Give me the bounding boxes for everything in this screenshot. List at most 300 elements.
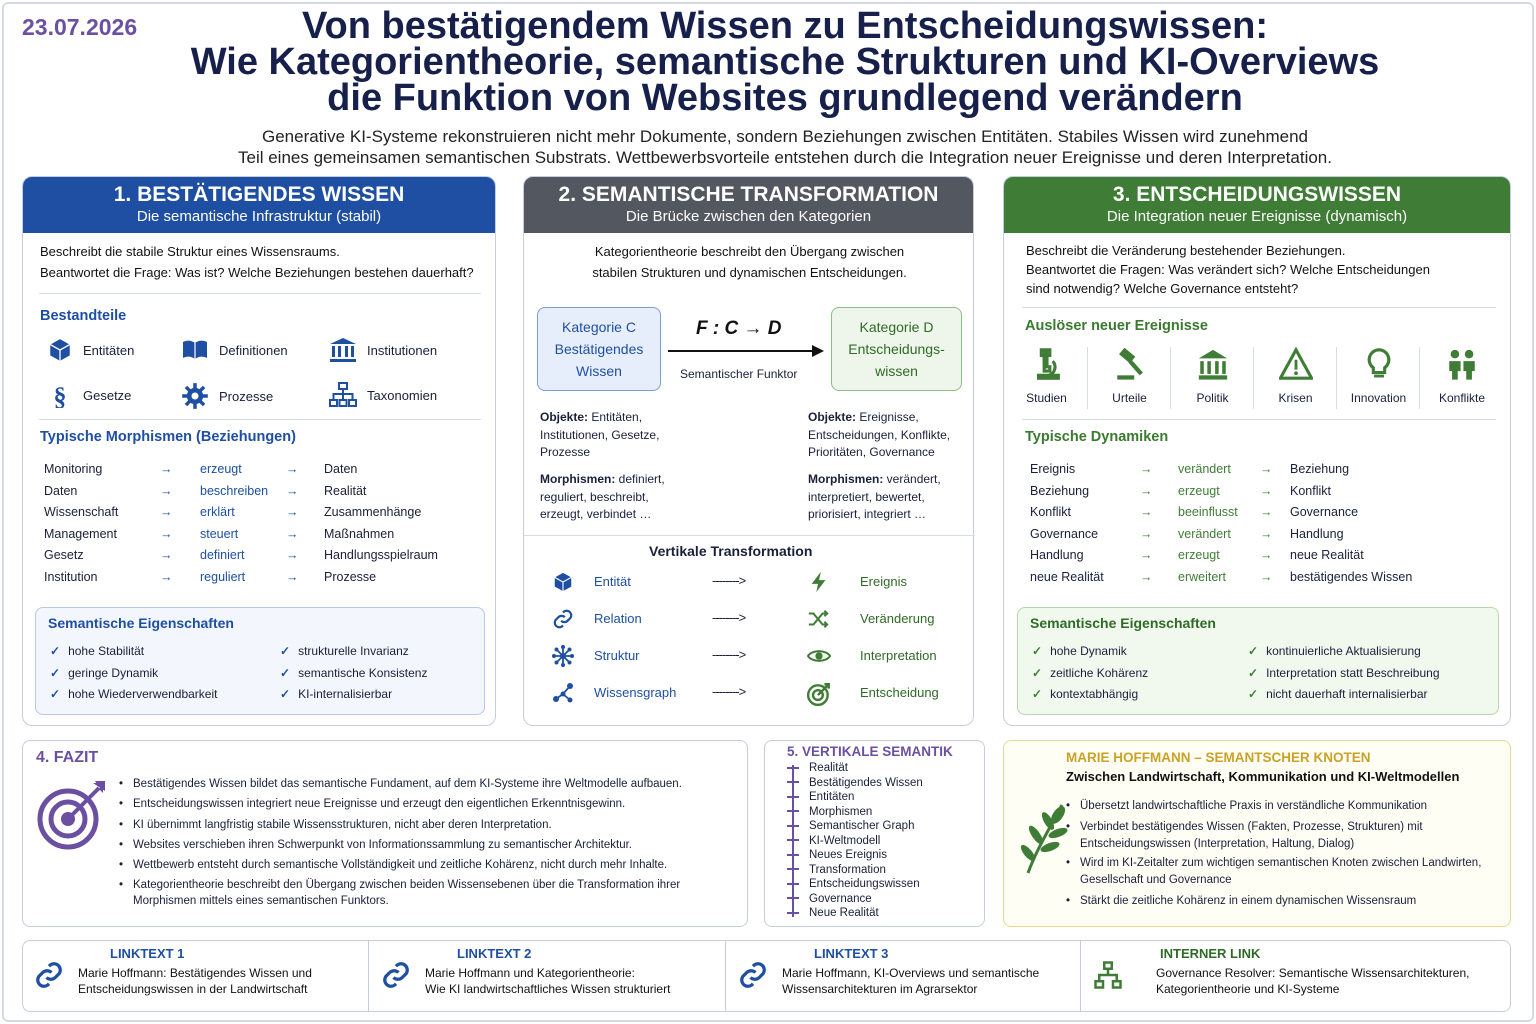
check-icon: ✓ — [50, 665, 61, 680]
marie-hoffmann-box — [1003, 740, 1511, 927]
relation-subject: Daten — [44, 483, 78, 498]
conclusion-heading: 4. FAZIT — [36, 749, 99, 766]
link-item[interactable] — [22, 940, 368, 1012]
check-icon: ✓ — [50, 644, 61, 658]
transformation-arrow: --------> — [712, 684, 746, 699]
morphisms-label: Morphismen: — [808, 472, 884, 486]
vertical-step — [787, 848, 887, 862]
panel-1-subtitle: Die semantische Infrastruktur (stabil) — [136, 208, 382, 225]
part-item — [47, 337, 134, 363]
link-text-line: Kategorientheorie und KI-Systeme — [1156, 982, 1340, 996]
relation-verb: beeinflusst — [1178, 505, 1238, 519]
panel-3-title: 3. ENTSCHEIDUNGSWISSEN — [1112, 183, 1402, 206]
panel-decision-knowledge — [1003, 176, 1511, 726]
cube-icon — [47, 337, 73, 363]
part-label: Gesetze — [83, 387, 132, 403]
panel-confirming-knowledge — [22, 176, 496, 726]
link-item[interactable] — [368, 940, 725, 1012]
relation-verb: steuert — [200, 526, 239, 541]
step-label: Entscheidungswissen — [809, 878, 920, 890]
property-item — [280, 644, 409, 658]
relation-row — [44, 524, 484, 546]
gear-icon — [181, 382, 209, 410]
arrow-icon: → — [1140, 483, 1153, 498]
desc-line: Kategorientheorie beschreibt den Übergang zwischen — [594, 244, 905, 259]
relation-object: Daten — [324, 462, 358, 476]
relation-verb: verändert — [1178, 526, 1231, 541]
functor-label: Semantischer Funktor — [680, 367, 798, 381]
morphisms-label: Morphismen: — [540, 472, 616, 486]
dynamics-table — [1030, 459, 1490, 588]
relation-row — [44, 567, 484, 589]
property-label: semantische Konsistenz — [298, 665, 428, 680]
link-text[interactable] — [78, 965, 312, 997]
conclusion-item: • KI übernimmt langfristig stabile Wissensstrukturen, nicht aber deren Interpretation. — [119, 818, 729, 834]
part-label: Definitionen — [219, 342, 288, 358]
relation-row — [1030, 524, 1490, 546]
page-subtitle — [120, 126, 1450, 168]
objects-text: Entitäten, Institutionen, Gesetze, Prozesse — [540, 410, 660, 459]
svg-text:§: § — [53, 382, 67, 408]
relation-row — [44, 545, 484, 567]
link-text-line: Governance Resolver: Semantische Wissensarchitekturen, — [1156, 966, 1470, 980]
triggers-row — [1004, 347, 1512, 409]
property-label: nicht dauerhaft internalisierbar — [1266, 687, 1428, 701]
arrow-icon: → — [1140, 548, 1153, 562]
relation-verb: erzeugt — [200, 462, 242, 476]
cat-line: Kategorie D — [859, 319, 934, 335]
property-item — [1032, 644, 1127, 658]
vertical-step — [787, 761, 848, 775]
functor-arrow — [666, 343, 826, 359]
parts-heading: Bestandteile — [40, 308, 127, 324]
panel-3-header — [1004, 177, 1510, 233]
arrow-icon: → — [1140, 526, 1153, 541]
arrow-icon: → — [1140, 505, 1153, 519]
paragraph-icon — [47, 382, 73, 408]
step-label: Neue Realität — [809, 907, 879, 919]
vertical-step — [787, 863, 886, 877]
link-text-line: Entscheidungswissen in der Landwirtschaft — [78, 982, 308, 996]
step-tick — [787, 839, 799, 841]
relation-verb: verändert — [1178, 462, 1231, 476]
step-label: Entitäten — [809, 791, 855, 803]
transformation-arrow: --------> — [712, 610, 746, 625]
part-item — [329, 337, 437, 363]
property-item — [1032, 666, 1148, 680]
transformation-target: Veränderung — [860, 611, 935, 626]
transformation-row — [524, 641, 974, 671]
conclusion-item: • Entscheidungswissen integriert neue Ereignisse und erzeugt den eigentlichen Erkenntnisgewinn. — [119, 797, 729, 813]
vertical-step — [787, 834, 880, 848]
category-c-objects — [540, 409, 690, 462]
marie-item: • Stärkt die zeitliche Kohärenz in einem dynamischen Wissensraum — [1066, 893, 1496, 910]
network-hierarchy-icon — [1093, 960, 1123, 990]
link-text-line: Marie Hoffmann: Bestätigendes Wissen und — [78, 966, 312, 980]
title-line-3: die Funktion von Websites grundlegend verändern — [327, 77, 1243, 119]
semantic-properties-box — [1017, 607, 1499, 715]
relation-row — [44, 459, 484, 481]
properties-heading: Semantische Eigenschaften — [48, 615, 234, 631]
date: 23.07.2026 — [22, 14, 138, 40]
panel-1-title: 1. BESTÄTIGENDES WISSEN — [113, 183, 405, 206]
transformation-source: Wissensgraph — [594, 685, 677, 700]
relation-object: Konflikt — [1290, 483, 1331, 498]
functor-formula: F : C → D — [696, 318, 782, 339]
check-icon: ✓ — [50, 687, 61, 701]
property-label: kontinuierliche Aktualisierung — [1266, 644, 1421, 658]
step-label: KI-Weltmodell — [809, 834, 881, 847]
title-line-1: Von bestätigendem Wissen zu Entscheidungswissen: — [301, 5, 1268, 47]
property-item — [1248, 666, 1440, 680]
cat-line: Entscheidungs- — [848, 341, 945, 357]
marie-heading: MARIE HOFFMANN – SEMANTSCHER KNOTEN — [1066, 750, 1371, 765]
relation-subject: Konflikt — [1030, 505, 1071, 519]
link-icon — [381, 960, 411, 990]
relation-object: Maßnahmen — [324, 526, 395, 541]
vertical-semantics-box — [764, 740, 985, 927]
conclusion-item: • Bestätigendes Wissen bildet das semantische Fundament, auf dem KI-Systeme ihre Weltmodelle aufbauen. — [119, 777, 729, 793]
relation-object: Beziehung — [1290, 462, 1350, 476]
trigger-item — [1089, 347, 1171, 409]
step-label: Neues Ereignis — [809, 849, 887, 861]
check-icon: ✓ — [280, 687, 291, 701]
panel-semantic-transformation — [523, 176, 974, 726]
subtitle-line-1: Generative KI-Systeme rekonstruieren nicht mehr Dokumente, sondern Beziehungen zwischen Entitäten. Stabiles Wissen wird zunehmend — [261, 127, 1309, 146]
cat-line: wissen — [875, 363, 918, 379]
link-text[interactable] — [782, 965, 1039, 997]
arrow-icon: → — [160, 526, 173, 541]
plant-icon — [1018, 801, 1070, 875]
relation-verb: beschreiben — [200, 483, 269, 498]
step-tick — [787, 796, 799, 798]
part-item — [181, 382, 273, 410]
transformation-row — [524, 604, 974, 634]
part-item — [181, 337, 288, 363]
panel-3-description — [1026, 241, 1430, 298]
transformation-row — [524, 567, 974, 597]
vertical-step — [787, 776, 923, 790]
transformation-target: Interpretation — [860, 648, 937, 663]
desc-line: Beantwortet die Frage: Was ist? Welche Beziehungen bestehen dauerhaft? — [40, 265, 474, 280]
conclusion-item: • Websites verschieben ihren Schwerpunkt von Informationssammlung zu semantischer Architektur. — [119, 838, 729, 854]
arrow-icon: → — [1140, 462, 1153, 476]
arrow-icon: → — [1260, 483, 1273, 498]
dynamics-heading: Typische Dynamiken — [1025, 429, 1169, 445]
arrow-icon: → — [1260, 548, 1273, 562]
arrow-icon: → — [286, 462, 299, 476]
step-tick — [787, 912, 799, 914]
link-title[interactable]: INTERNER LINK — [1160, 946, 1261, 961]
relation-row — [1030, 502, 1490, 524]
book-icon — [181, 337, 209, 363]
internal-link-item[interactable] — [1080, 940, 1511, 1012]
marie-subtitle: Zwischen Landwirtschaft, Kommunikation und KI-Weltmodellen — [1066, 769, 1460, 784]
semantic-properties-box — [35, 607, 485, 715]
step-label: Semantischer Graph — [809, 820, 915, 832]
link-text[interactable] — [1156, 965, 1469, 997]
target-arrow-icon — [35, 779, 107, 851]
relation-subject: Handlung — [1030, 548, 1084, 562]
arrow-icon: → — [160, 462, 173, 476]
objects-label: Objekte: — [808, 410, 857, 424]
title-line-2: Wie Kategorientheorie, semantische Strukturen und KI-Overviews — [190, 41, 1380, 83]
relation-subject: Ereignis — [1030, 462, 1076, 476]
relation-verb: erzeugt — [1178, 548, 1220, 562]
trigger-item — [1255, 347, 1337, 409]
arrow-icon: → — [1260, 462, 1273, 476]
property-label: geringe Dynamik — [68, 665, 159, 680]
desc-line: Beschreibt die Veränderung bestehender Beziehungen. — [1026, 243, 1346, 258]
relation-verb: definiert — [200, 548, 245, 562]
eye-icon — [806, 645, 832, 667]
relation-object: neue Realität — [1290, 548, 1364, 562]
relation-row — [1030, 459, 1490, 481]
arrow-icon: → — [160, 505, 173, 519]
step-tick — [787, 825, 799, 827]
relation-subject: Wissenschaft — [44, 505, 119, 519]
properties-heading: Semantische Eigenschaften — [1030, 615, 1216, 631]
relation-subject: neue Realität — [1030, 569, 1104, 584]
part-label: Institutionen — [367, 342, 438, 358]
link-text-line: Wissensarchitekturen im Agrarsektor — [782, 982, 978, 996]
step-tick — [787, 767, 799, 769]
panel-3-subtitle: Die Integration neuer Ereignisse (dynamisch) — [1106, 208, 1408, 225]
link-text-line: Marie Hoffmann und Kategorientheorie: — [425, 966, 635, 980]
trigger-label: Konflikte — [1438, 391, 1486, 405]
transformation-target: Ereignis — [860, 574, 907, 589]
conclusion-box — [22, 740, 748, 927]
relation-object: Realität — [324, 483, 367, 498]
property-item — [50, 687, 217, 701]
link-title[interactable]: LINKTEXT 3 — [814, 946, 889, 961]
arrow-icon: → — [286, 505, 299, 519]
morphisms-table — [44, 459, 484, 588]
category-d-objects — [808, 409, 966, 462]
check-icon: ✓ — [280, 644, 291, 658]
step-label: Bestätigendes Wissen — [809, 776, 923, 789]
check-icon: ✓ — [1248, 687, 1259, 701]
objects-label: Objekte: — [540, 410, 589, 424]
relation-subject: Governance — [1030, 526, 1099, 541]
vertical-step — [787, 790, 854, 804]
morphisms-text: verändert, interpretiert, bewertet, priorisiert, integriert … — [808, 472, 941, 521]
relation-row — [1030, 481, 1490, 503]
link-item[interactable] — [725, 940, 1080, 1012]
relation-row — [1030, 545, 1490, 567]
arrow-icon: → — [286, 526, 299, 541]
transformation-source: Relation — [594, 611, 642, 626]
relation-verb: reguliert — [200, 569, 246, 584]
panel-2-title: 2. SEMANTISCHE TRANSFORMATION — [558, 183, 939, 206]
arrow-icon: → — [1260, 569, 1273, 584]
trigger-label: Urteile — [1112, 391, 1147, 405]
desc-line: Beschreibt die stabile Struktur eines Wissensraums. — [40, 244, 340, 259]
vertical-step — [787, 819, 914, 833]
panel-2-header — [524, 177, 973, 233]
property-item — [50, 644, 144, 658]
trigger-label: Politik — [1196, 391, 1229, 405]
vertical-step — [787, 877, 920, 891]
relation-row — [44, 481, 484, 503]
microscope-icon — [1030, 347, 1064, 381]
part-label: Taxonomien — [367, 387, 438, 403]
trigger-item — [1172, 347, 1254, 409]
step-label: Transformation — [809, 863, 886, 876]
trigger-label: Studien — [1026, 391, 1067, 405]
relation-subject: Institution — [44, 569, 98, 584]
cat-line: Bestätigendes — [554, 341, 644, 357]
target-icon — [806, 681, 832, 707]
check-icon: ✓ — [1248, 644, 1259, 658]
check-icon: ✓ — [1248, 665, 1259, 680]
objects-text: Ereignisse, Entscheidungen, Konflikte, Prioritäten, Governance — [808, 410, 951, 459]
relation-object: Zusammenhänge — [324, 505, 422, 519]
warning-icon — [1279, 347, 1313, 381]
property-label: hohe Dynamik — [1050, 644, 1127, 658]
panel-2-description — [524, 241, 975, 283]
arrow-icon: → — [286, 569, 299, 584]
trigger-item — [1338, 347, 1420, 409]
vertical-semantics-heading: 5. VERTIKALE SEMANTIK — [787, 744, 953, 759]
link-icon — [34, 960, 64, 990]
relation-object: bestätigendes Wissen — [1290, 569, 1413, 584]
marie-item: • Wird im KI-Zeitalter zum wichtigen semantischen Knoten zwischen Landwirten, Gesellschaft und Governance — [1066, 855, 1496, 889]
vertical-step — [787, 892, 872, 906]
vertical-step — [787, 805, 872, 819]
relation-object: Governance — [1290, 505, 1359, 519]
check-icon: ✓ — [1032, 665, 1043, 680]
step-tick — [787, 883, 799, 885]
cat-line: Kategorie C — [562, 319, 636, 335]
arrow-icon: → — [286, 548, 299, 562]
vertical-transformation-list — [524, 567, 975, 707]
property-item — [1248, 687, 1428, 701]
relation-subject: Monitoring — [44, 462, 103, 476]
lightbulb-icon — [1362, 347, 1396, 381]
category-c-morphisms — [540, 471, 690, 524]
property-item — [280, 687, 392, 701]
property-label: hohe Wiederverwendbarkeit — [68, 687, 218, 701]
arrow-icon: → — [1140, 569, 1153, 584]
part-item — [47, 382, 131, 408]
trigger-label: Krisen — [1278, 391, 1313, 405]
morphisms-text: definiert, reguliert, beschreibt, erzeugt, verbindet … — [540, 472, 665, 521]
panel-2-subtitle: Die Brücke zwischen den Kategorien — [625, 208, 872, 225]
arrow-icon: → — [160, 548, 173, 562]
transformation-target: Entscheidung — [860, 685, 939, 700]
gavel-icon — [1113, 347, 1147, 381]
conclusion-item: • Kategorientheorie beschreibt den Übergang zwischen beiden Wissensebenen über die Transformation ihrer Morphismen mittels eines semantischen Funktors. — [119, 878, 729, 909]
check-icon: ✓ — [1032, 687, 1043, 701]
step-label: Morphismen — [809, 805, 873, 818]
subtitle-line-2: Teil eines gemeinsamen semantischen Substrats. Wettbewerbsvorteile entstehen durch die Integration neuer Ereignisse und deren Interpretation. — [238, 148, 1332, 167]
link-text-line: Wie KI landwirtschaftliches Wissen strukturiert — [425, 982, 671, 996]
check-icon: ✓ — [1032, 644, 1043, 658]
relation-object: Handlung — [1290, 526, 1344, 541]
arrow-icon: → — [1260, 505, 1273, 519]
property-label: hohe Stabilität — [68, 644, 145, 658]
category-d-box — [831, 307, 962, 391]
relation-row — [44, 502, 484, 524]
category-c-box — [537, 307, 661, 391]
trigger-item — [1006, 347, 1088, 409]
hierarchy-icon — [329, 382, 357, 408]
desc-line: Beantwortet die Fragen: Was verändert sich? Welche Entscheidungen — [1026, 262, 1430, 277]
institution-icon — [329, 337, 357, 363]
transformation-arrow: --------> — [712, 647, 746, 662]
property-label: strukturelle Invarianz — [298, 644, 409, 658]
link-title[interactable]: LINKTEXT 2 — [457, 946, 532, 961]
link-text[interactable] — [425, 965, 670, 997]
shuffle-icon — [806, 608, 830, 630]
property-label: kontextabhängig — [1050, 687, 1139, 701]
property-label: zeitliche Kohärenz — [1050, 665, 1149, 680]
part-label: Entitäten — [83, 342, 135, 358]
conclusion-item: • Wettbewerb entsteht durch semantische Vollständigkeit und zeitliche Kohärenz, nicht durch mehr Inhalte. — [119, 858, 729, 874]
transformation-source: Entität — [594, 574, 631, 589]
people-icon — [1445, 347, 1479, 381]
step-tick — [787, 810, 799, 812]
trigger-item — [1421, 347, 1503, 409]
trigger-label: Innovation — [1350, 391, 1407, 405]
property-item — [50, 666, 158, 680]
relation-subject: Beziehung — [1030, 483, 1090, 498]
transformation-row — [524, 678, 974, 708]
panel-1-header — [23, 177, 495, 233]
step-tick — [787, 781, 799, 783]
cat-line: Wissen — [576, 363, 622, 379]
relation-subject: Management — [44, 526, 117, 541]
arrow-icon: → — [1260, 526, 1273, 541]
knowledge-graph-icon — [551, 681, 575, 705]
step-label: Realität — [809, 762, 848, 774]
page-title — [120, 5, 1450, 119]
part-label: Prozesse — [219, 388, 274, 404]
relation-verb: erweitert — [1178, 569, 1226, 584]
government-icon — [1196, 347, 1230, 381]
link-text-line: Marie Hoffmann, KI-Overviews und semantische — [782, 966, 1040, 980]
vertical-step — [787, 906, 879, 920]
step-tick — [787, 854, 799, 856]
panel-1-description — [40, 241, 474, 283]
step-tick — [787, 868, 799, 870]
link-title[interactable]: LINKTEXT 1 — [110, 946, 185, 961]
arrow-icon: → — [286, 483, 299, 498]
relation-subject: Gesetz — [44, 548, 84, 562]
property-item — [280, 666, 427, 680]
transformation-source: Struktur — [594, 648, 640, 663]
morphisms-heading: Typische Morphismen (Beziehungen) — [40, 429, 296, 445]
property-item — [1248, 644, 1421, 658]
relation-object: Handlungsspielraum — [324, 548, 438, 562]
desc-line: stabilen Strukturen und dynamischen Entscheidungen. — [592, 265, 907, 280]
relation-row — [1030, 567, 1490, 589]
arrow-icon: → — [160, 483, 173, 498]
link-icon — [552, 608, 574, 630]
relation-object: Prozesse — [324, 569, 377, 584]
part-item — [329, 382, 437, 408]
marie-item: • Übersetzt landwirtschaftliche Praxis in verständliche Kommunikation — [1066, 798, 1496, 815]
property-label: Interpretation statt Beschreibung — [1266, 665, 1440, 680]
relation-verb: erzeugt — [1178, 483, 1220, 498]
step-label: Governance — [809, 892, 872, 905]
step-tick — [787, 897, 799, 899]
triggers-heading: Auslöser neuer Ereignisse — [1025, 318, 1208, 334]
property-item — [1032, 687, 1138, 701]
arrow-icon: → — [160, 569, 173, 584]
category-d-morphisms — [808, 471, 966, 524]
